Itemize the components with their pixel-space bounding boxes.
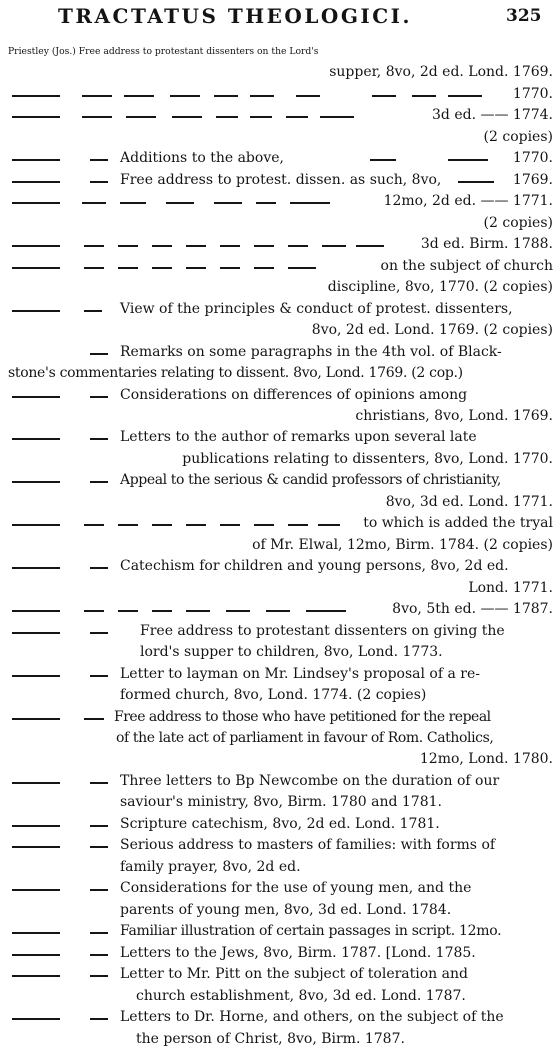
entry-line: [0, 792, 557, 813]
entry-line: [0, 900, 557, 921]
entry-line: [0, 749, 557, 770]
entry-line: [0, 921, 557, 942]
ditto-rule: [90, 1018, 108, 1020]
page-title: TRACTATUS THEOLOGICI.: [58, 4, 412, 28]
ditto-rule: [12, 202, 60, 204]
ditto-rule: [220, 245, 240, 247]
ditto-rule: [12, 718, 60, 720]
ditto-rule: [82, 116, 112, 118]
entry-text: Free address to those who have petitioned for the repeal: [114, 708, 491, 725]
ditto-rule: [370, 159, 396, 161]
entry-line: [0, 449, 557, 470]
entry-line: [0, 62, 557, 83]
ditto-rule: [288, 267, 316, 269]
entry-line: [0, 256, 557, 277]
entry-line: [0, 728, 557, 749]
ditto-rule: [320, 116, 354, 118]
entry-text: Letters to the Jews, 8vo, Birm. 1787. [Lond. 1785.: [120, 944, 476, 961]
ditto-rule: [186, 245, 206, 247]
ditto-rule: [82, 202, 106, 204]
ditto-rule: [12, 1018, 60, 1020]
entry-text: Considerations for the use of young men, and the: [120, 880, 472, 897]
ditto-rule: [288, 524, 308, 526]
entry-text: to which is added the tryal: [363, 515, 553, 532]
ditto-rule: [220, 267, 240, 269]
ditto-rule: [12, 954, 60, 956]
ditto-rule: [458, 181, 494, 183]
entry-text: on the subject of church: [380, 257, 553, 274]
ditto-rule: [356, 245, 384, 247]
ditto-rule: [12, 396, 60, 398]
ditto-rule: [118, 245, 138, 247]
entry-text: church establishment, 8vo, 3d ed. Lond. 1787.: [136, 987, 466, 1004]
ditto-rule: [90, 438, 108, 440]
entry-text: Scripture catechism, 8vo, 2d ed. Lond. 1781.: [120, 815, 440, 832]
ditto-rule: [214, 202, 242, 204]
ditto-rule: [12, 846, 60, 848]
entry-text: Three letters to Bp Newcombe on the duration of our: [120, 772, 500, 789]
entry-text: 1770.: [512, 85, 553, 102]
entry-text: Priestley (Jos.) Free address to protestant dissenters on the Lord's: [8, 46, 319, 57]
entry-line: [0, 170, 557, 191]
ditto-rule: [90, 632, 108, 634]
ditto-rule: [118, 610, 138, 612]
ditto-rule: [120, 202, 146, 204]
ditto-rule: [12, 610, 60, 612]
ditto-rule: [90, 353, 108, 355]
entry-text: Catechism for children and young persons, 8vo, 2d ed.: [120, 558, 509, 575]
entry-text: discipline, 8vo, 1770. (2 copies): [327, 279, 553, 296]
ditto-rule: [266, 610, 290, 612]
entry-line: [0, 578, 557, 599]
entry-text: 8vo, 2d ed. Lond. 1769. (2 copies): [311, 322, 553, 339]
ditto-rule: [84, 610, 104, 612]
ditto-rule: [90, 396, 108, 398]
entry-text: (2 copies): [483, 214, 553, 231]
entry-line: [0, 363, 557, 384]
ditto-rule: [254, 524, 274, 526]
ditto-rule: [170, 95, 200, 97]
entry-text: (2 copies): [483, 128, 553, 145]
entry-line: [0, 857, 557, 878]
entry-line: [0, 814, 557, 835]
entry-line: [0, 835, 557, 856]
entry-line: [0, 943, 557, 964]
ditto-rule: [90, 954, 108, 956]
ditto-rule: [12, 181, 60, 183]
entry-text: Considerations on differences of opinions among: [120, 386, 468, 403]
entry-text: parents of young men, 8vo, 3d ed. Lond. 1784.: [120, 901, 452, 918]
entry-line: [0, 427, 557, 448]
entry-line: [0, 707, 557, 728]
entry-text: Remarks on some paragraphs in the 4th vol. of Black-: [120, 343, 502, 360]
entry-text: Lond. 1771.: [468, 579, 553, 596]
ditto-rule: [12, 116, 60, 118]
ditto-rule: [412, 95, 436, 97]
ditto-rule: [318, 524, 340, 526]
ditto-rule: [118, 524, 138, 526]
entry-text: 1770.: [512, 150, 553, 167]
entry-line: [0, 406, 557, 427]
ditto-rule: [90, 159, 108, 161]
ditto-rule: [12, 932, 60, 934]
ditto-rule: [152, 524, 172, 526]
entry-line: [0, 986, 557, 1007]
entry-line: [0, 771, 557, 792]
ditto-rule: [12, 310, 60, 312]
entry-line: [0, 105, 557, 126]
ditto-rule: [186, 267, 206, 269]
ditto-rule: [152, 267, 172, 269]
entry-line: [0, 299, 557, 320]
entry-line: [0, 385, 557, 406]
entry-line: [0, 84, 557, 105]
ditto-rule: [214, 95, 238, 97]
entry-text: formed church, 8vo, Lond. 1774. (2 copies): [120, 687, 427, 704]
entry-text: Free address to protestant dissenters on giving the: [140, 622, 505, 639]
entry-line: [0, 1029, 557, 1050]
ditto-rule: [306, 610, 346, 612]
entry-text: publications relating to dissenters, 8vo, Lond. 1770.: [182, 450, 553, 467]
ditto-rule: [90, 782, 108, 784]
entry-text: 12mo, Lond. 1780.: [419, 751, 553, 768]
entry-text: of Mr. Elwal, 12mo, Birm. 1784. (2 copies): [252, 536, 553, 553]
ditto-rule: [84, 245, 104, 247]
entry-text: 3d ed. Birm. 1788.: [420, 236, 553, 253]
entry-line: [0, 148, 557, 169]
entry-text: christians, 8vo, Lond. 1769.: [355, 407, 553, 424]
ditto-rule: [172, 116, 202, 118]
entry-line: [0, 470, 557, 491]
entry-line: [0, 513, 557, 534]
entry-text: of the late act of parliament in favour of Rom. Catholics,: [116, 730, 494, 746]
page-number: 325: [506, 6, 542, 26]
entry-text: family prayer, 8vo, 2d ed.: [120, 858, 301, 875]
entry-text: 1769.: [512, 171, 553, 188]
entry-line: [0, 1007, 557, 1028]
entry-text: Letter to Mr. Pitt on the subject of toleration and: [120, 966, 468, 983]
ditto-rule: [126, 116, 156, 118]
ditto-rule: [220, 524, 240, 526]
ditto-rule: [12, 245, 60, 247]
ditto-rule: [12, 825, 60, 827]
ditto-rule: [12, 975, 60, 977]
ditto-rule: [90, 675, 108, 677]
entry-text: Letters to Dr. Horne, and others, on the subject of the: [120, 1009, 504, 1026]
ditto-rule: [254, 245, 274, 247]
entry-line: [0, 599, 557, 620]
ditto-rule: [90, 846, 108, 848]
entry-line: [0, 320, 557, 341]
ditto-rule: [256, 202, 276, 204]
entry-text: stone's commentaries relating to dissent. 8vo, Lond. 1769. (2 cop.): [8, 365, 463, 382]
entry-line: [0, 621, 557, 642]
ditto-rule: [84, 718, 104, 720]
ditto-rule: [12, 481, 60, 483]
ditto-rule: [12, 632, 60, 634]
ditto-rule: [90, 181, 108, 183]
ditto-rule: [250, 116, 272, 118]
ditto-rule: [90, 889, 108, 891]
entry-text: Serious address to masters of families: with forms of: [120, 837, 496, 854]
ditto-rule: [90, 481, 108, 483]
entry-line: [0, 492, 557, 513]
ditto-rule: [216, 116, 238, 118]
entry-text: 8vo, 3d ed. Lond. 1771.: [385, 493, 553, 510]
entry-text: Additions to the above,: [120, 150, 284, 167]
entry-text: 12mo, 2d ed. —— 1771.: [383, 193, 553, 210]
ditto-rule: [250, 95, 274, 97]
entry-text: Letters to the author of remarks upon several late: [120, 429, 477, 446]
ditto-rule: [448, 95, 482, 97]
ditto-rule: [226, 610, 250, 612]
ditto-rule: [286, 116, 308, 118]
entry-line: [0, 41, 557, 62]
entry-line: [0, 664, 557, 685]
entry-line: [0, 642, 557, 663]
entry-text: 3d ed. —— 1774.: [432, 107, 553, 124]
entry-line: [0, 234, 557, 255]
entry-text: Appeal to the serious & candid professors of christianity,: [120, 472, 501, 489]
ditto-rule: [124, 95, 154, 97]
ditto-rule: [84, 310, 102, 312]
entry-line: [0, 277, 557, 298]
entry-text: Familiar illustration of certain passages in script. 12mo.: [120, 923, 502, 940]
ditto-rule: [12, 159, 60, 161]
ditto-rule: [372, 95, 396, 97]
ditto-rule: [186, 610, 210, 612]
entry-text: Letter to layman on Mr. Lindsey's proposal of a re-: [120, 665, 480, 682]
ditto-rule: [254, 267, 274, 269]
entry-line: [0, 213, 557, 234]
ditto-rule: [12, 95, 60, 97]
entry-line: [0, 127, 557, 148]
entry-line: [0, 535, 557, 556]
entry-text: Free address to protest. dissen. as such, 8vo,: [120, 171, 442, 188]
entry-text: supper, 8vo, 2d ed. Lond. 1769.: [329, 64, 553, 81]
ditto-rule: [118, 267, 138, 269]
ditto-rule: [152, 610, 172, 612]
ditto-rule: [12, 524, 60, 526]
entry-text: saviour's ministry, 8vo, Birm. 1780 and 1781.: [120, 794, 442, 811]
entry-text: View of the principles & conduct of protest. dissenters,: [120, 300, 513, 317]
ditto-rule: [90, 932, 108, 934]
ditto-rule: [12, 267, 60, 269]
entry-text: 8vo, 5th ed. —— 1787.: [392, 601, 553, 618]
ditto-rule: [84, 524, 104, 526]
ditto-rule: [448, 159, 488, 161]
ditto-rule: [152, 245, 172, 247]
entry-line: [0, 342, 557, 363]
running-header: [0, 0, 557, 38]
entry-line: [0, 556, 557, 577]
entry-text: the person of Christ, 8vo, Birm. 1787.: [136, 1030, 405, 1047]
ditto-rule: [290, 202, 330, 204]
ditto-rule: [12, 675, 60, 677]
ditto-rule: [322, 245, 346, 247]
ditto-rule: [90, 825, 108, 827]
ditto-rule: [84, 267, 104, 269]
ditto-rule: [12, 438, 60, 440]
ditto-rule: [166, 202, 194, 204]
entry-line: [0, 878, 557, 899]
entry-line: [0, 685, 557, 706]
entry-text: lord's supper to children, 8vo, Lond. 1773.: [140, 644, 443, 661]
ditto-rule: [90, 567, 108, 569]
ditto-rule: [12, 567, 60, 569]
catalogue-entries: [0, 41, 557, 1050]
entry-line: [0, 964, 557, 985]
ditto-rule: [12, 782, 60, 784]
ditto-rule: [296, 95, 320, 97]
ditto-rule: [90, 975, 108, 977]
ditto-rule: [12, 889, 60, 891]
entry-line: [0, 191, 557, 212]
ditto-rule: [186, 524, 206, 526]
ditto-rule: [82, 95, 112, 97]
ditto-rule: [288, 245, 308, 247]
